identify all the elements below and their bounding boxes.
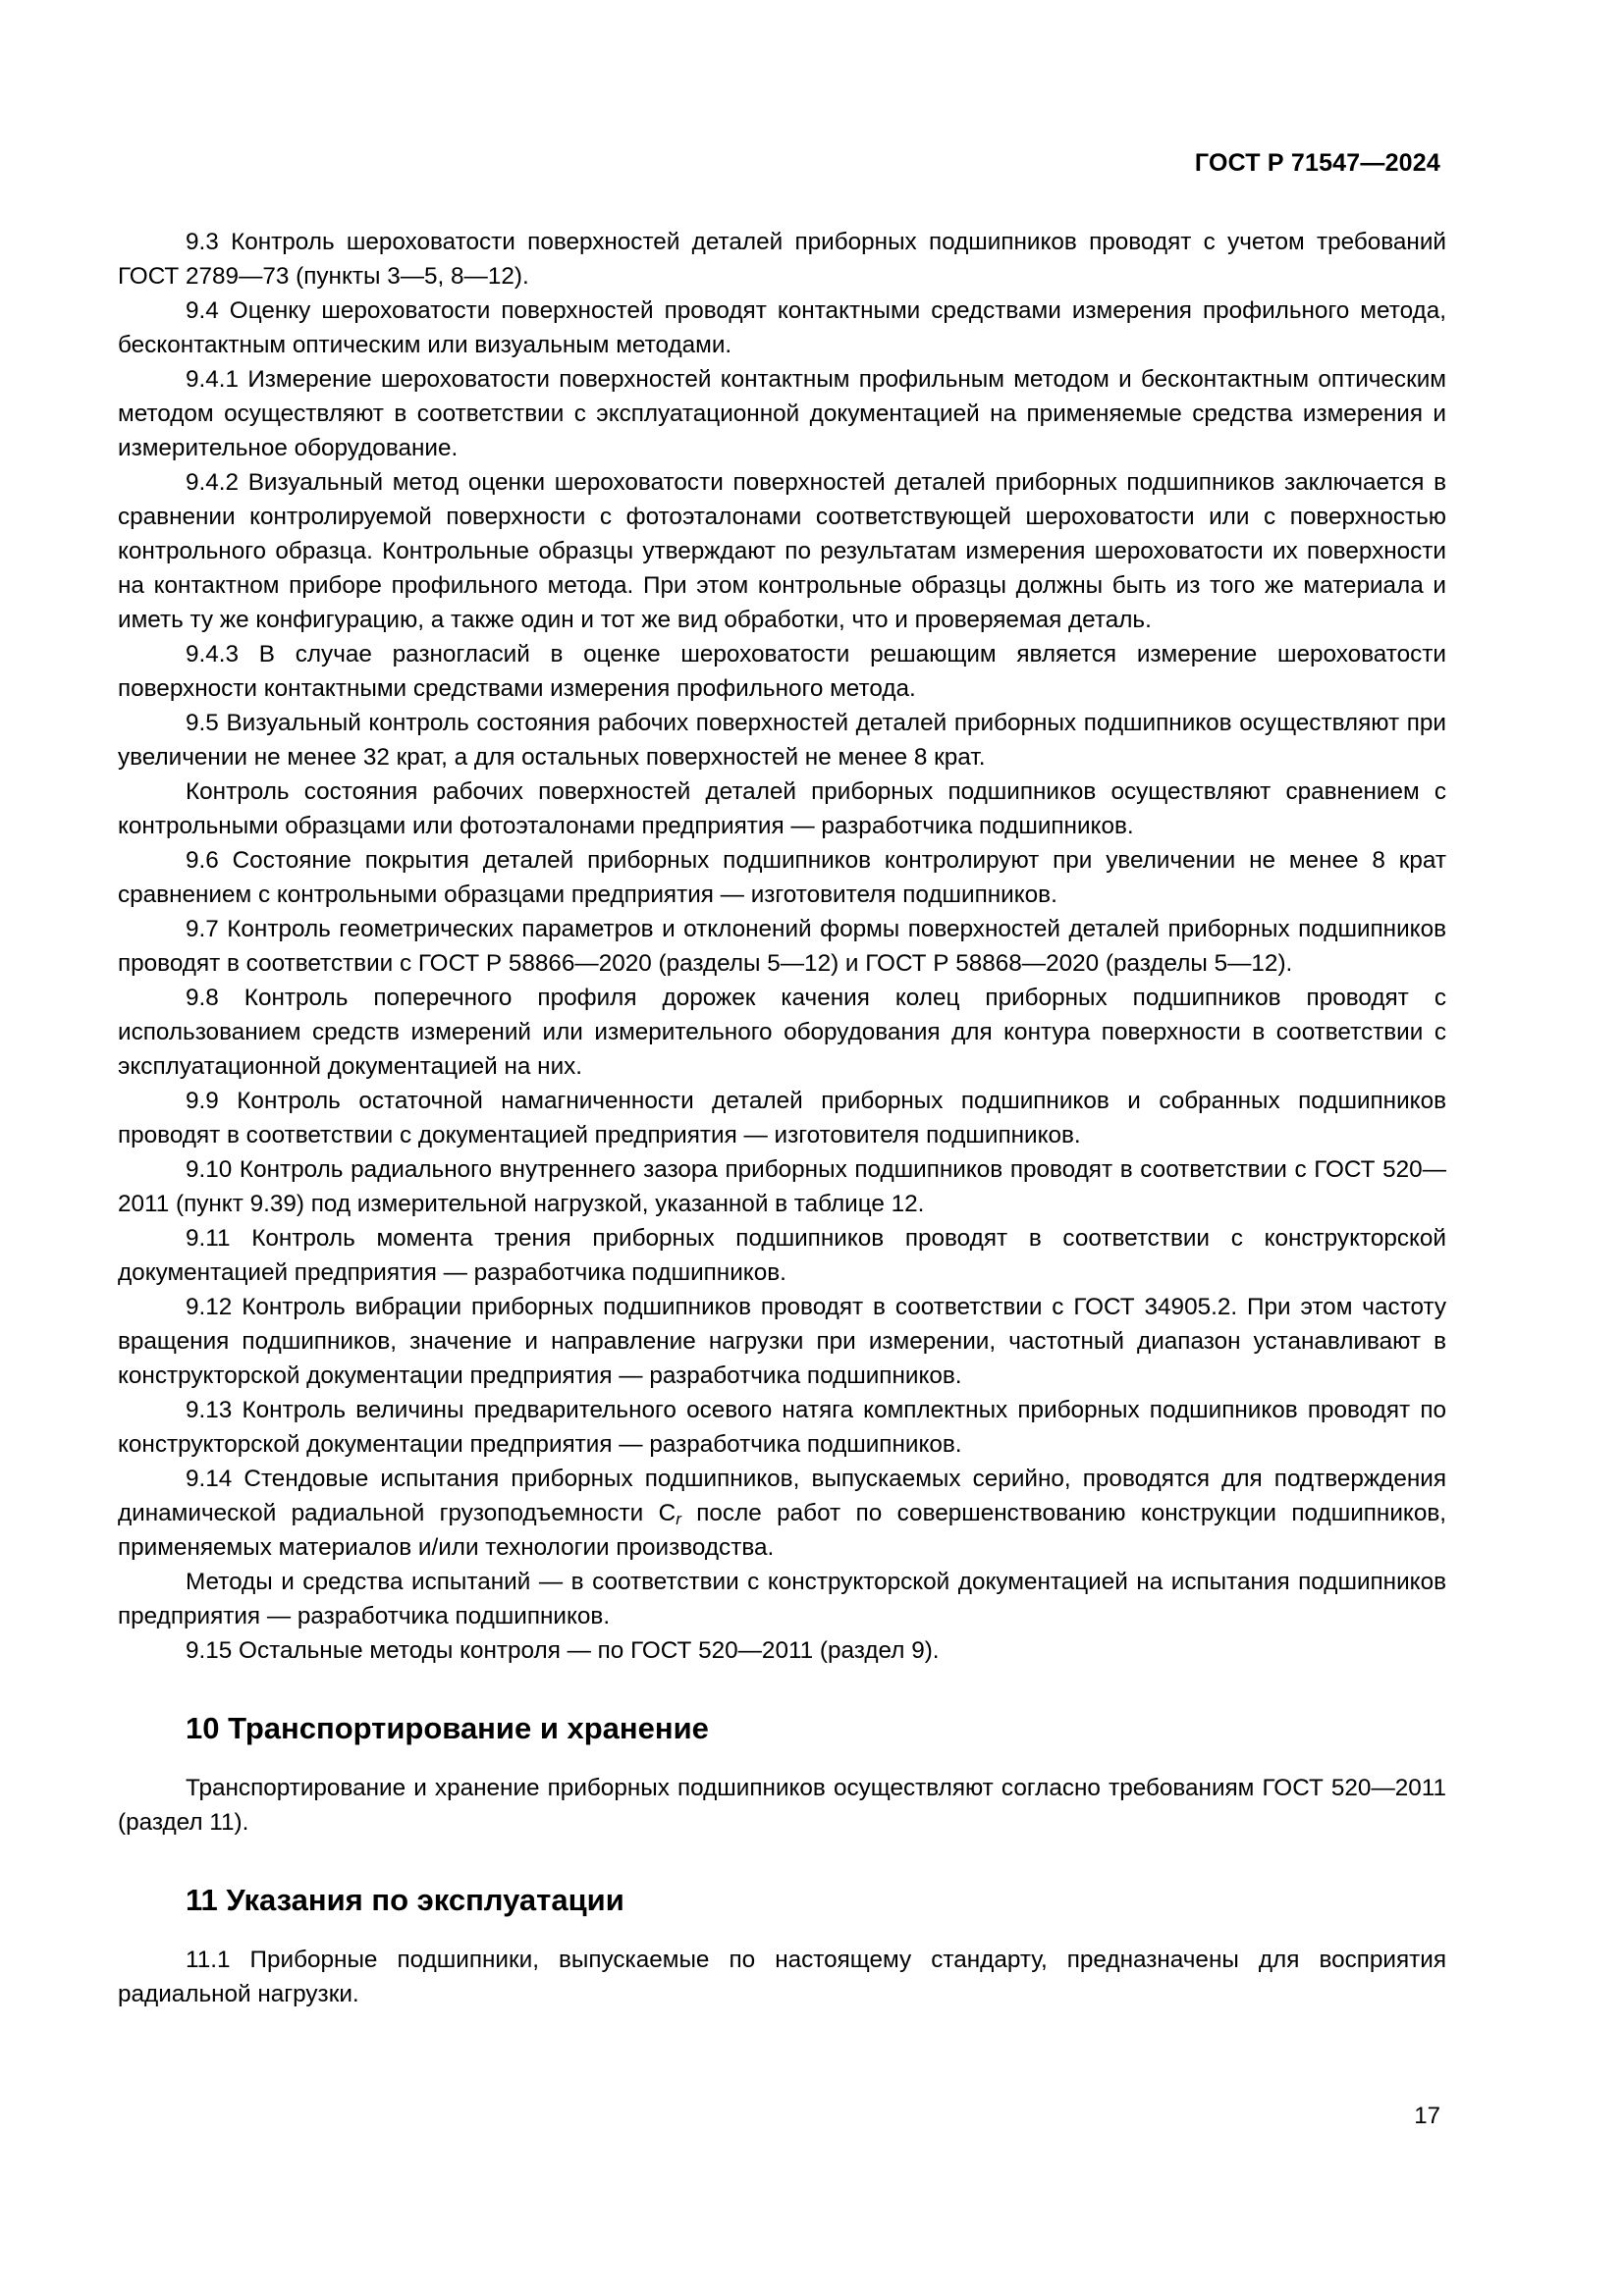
paragraph-9-4-3: 9.4.3 В случае разногласий в оценке шероховатости решающим является измерение шероховатости поверхности контактными средствами измерения профильного метода. [118, 641, 1446, 702]
paragraph-9-14-continued: Методы и средства испытаний — в соответствии с конструкторской документацией на испытания подшипников предприятия — разработчика подшипников. [118, 1569, 1446, 1629]
paragraph-9-5: 9.5 Визуальный контроль состояния рабочих поверхностей деталей приборных подшипников осуществляют при увеличении не менее 32 крат, а для остальных поверхностей не менее 8 крат. [118, 710, 1446, 771]
paragraph-9-7: 9.7 Контроль геометрических параметров и отклонений формы поверхностей деталей приборных подшипников проводят в соответствии с ГОСТ Р 58866—2020 (разделы 5—12) и ГОСТ Р 58868—2020 (разделы 5—12). [118, 916, 1446, 977]
paragraph-10: Транспортирование и хранение приборных подшипников осуществляют согласно требованиям ГОСТ 520—2011 (раздел 11). [118, 1775, 1446, 1836]
paragraph-9-15: 9.15 Остальные методы контроля — по ГОСТ 520—2011 (раздел 9). [186, 1637, 940, 1664]
paragraph-9-14 [118, 1462, 1446, 1565]
subscript-r: r [676, 1510, 681, 1528]
paragraph-11-1: 11.1 Приборные подшипники, выпускаемые по настоящему стандарту, предназначены для восприятия радиальной нагрузки. [118, 1947, 1446, 2007]
paragraph-9-12: 9.12 Контроль вибрации приборных подшипников проводят в соответствии с ГОСТ 34905.2. При этом частоту вращения подшипников, значение и направление нагрузки при измерении, частотный диапазон устанавливают в конструкторской документации предприятия — разработчика подшипников. [118, 1294, 1446, 1389]
paragraph-9-8: 9.8 Контроль поперечного профиля дорожек качения колец приборных подшипников проводят с использованием средств измерений или измерительного оборудования для контура поверхности в соответствии с эксплуатационной документацией на них. [118, 985, 1446, 1080]
paragraph-9-4-1: 9.4.1 Измерение шероховатости поверхностей контактным профильным методом и бесконтактным оптическим методом осуществляют в соответствии с эксплуатационной документацией на применяемые средства измерения и измерительное оборудование. [118, 366, 1446, 461]
paragraph-9-13: 9.13 Контроль величины предварительного осевого натяга комплектных приборных подшипников проводят по конструкторской документации предприятия — разработчика подшипников. [118, 1397, 1446, 1458]
paragraph-9-10: 9.10 Контроль радиального внутреннего зазора приборных подшипников проводят в соответствии с ГОСТ 520—2011 (пункт 9.39) под измерительной нагрузкой, указанной в таблице 12. [118, 1156, 1446, 1217]
paragraph-9-4: 9.4 Оценку шероховатости поверхностей проводят контактными средствами измерения профильного метода, бесконтактным оптическим или визуальным методами. [118, 297, 1446, 358]
paragraph-9-14-text-end: после работ по совершенствованию конструкции подшипников, применяемых материалов и/или технологии производства. [118, 1500, 1446, 1561]
section-11-heading: 11 Указания по эксплуатации [186, 1883, 624, 1917]
paragraph-9-6: 9.6 Состояние покрытия деталей приборных подшипников контролируют при увеличении не менее 8 крат сравнением с контрольными образцами предприятия — изготовителя подшипников. [118, 847, 1446, 908]
paragraph-9-3: 9.3 Контроль шероховатости поверхностей деталей приборных подшипников проводят с учетом требований ГОСТ 2789—73 (пункты 3—5, 8—12). [118, 229, 1446, 290]
paragraph-9-11: 9.11 Контроль момента трения приборных подшипников проводят в соответствии с конструкторской документацией предприятия — разработчика подшипников. [118, 1225, 1446, 1286]
paragraph-9-14-text-start: 9.14 Стендовые испытания приборных подшипников, выпускаемых серийно, проводятся для подтверждения динамической радиальной грузоподъемности C [118, 1466, 1446, 1526]
paragraph-9-4-2: 9.4.2 Визуальный метод оценки шероховатости поверхностей деталей приборных подшипников заключается в сравнении контролируемой поверхности с фотоэталонами соответствующей шероховатости или с поверхностью контрольного образца. Контрольные образцы утверждают по результатам измерения шероховатости их поверхности на контактном приборе профильного метода. При этом контрольные образцы должны быть из того же материала и иметь ту же конфигурацию, а также один и тот же вид обработки, что и проверяемая деталь. [118, 469, 1446, 633]
document-body [118, 225, 1446, 2011]
paragraph-9-5-continued: Контроль состояния рабочих поверхностей деталей приборных подшипников осуществляют сравнением с контрольными образцами или фотоэталонами предприятия — разработчика подшипников. [118, 778, 1446, 839]
section-10-heading: 10 Транспортирование и хранение [186, 1711, 709, 1745]
document-standard-code: ГОСТ Р 71547—2024 [1194, 149, 1440, 177]
page-number: 17 [1414, 2103, 1440, 2129]
paragraph-9-9: 9.9 Контроль остаточной намагниченности деталей приборных подшипников и собранных подшипников проводят в соответствии с документацией предприятия — изготовителя подшипников. [118, 1088, 1446, 1148]
